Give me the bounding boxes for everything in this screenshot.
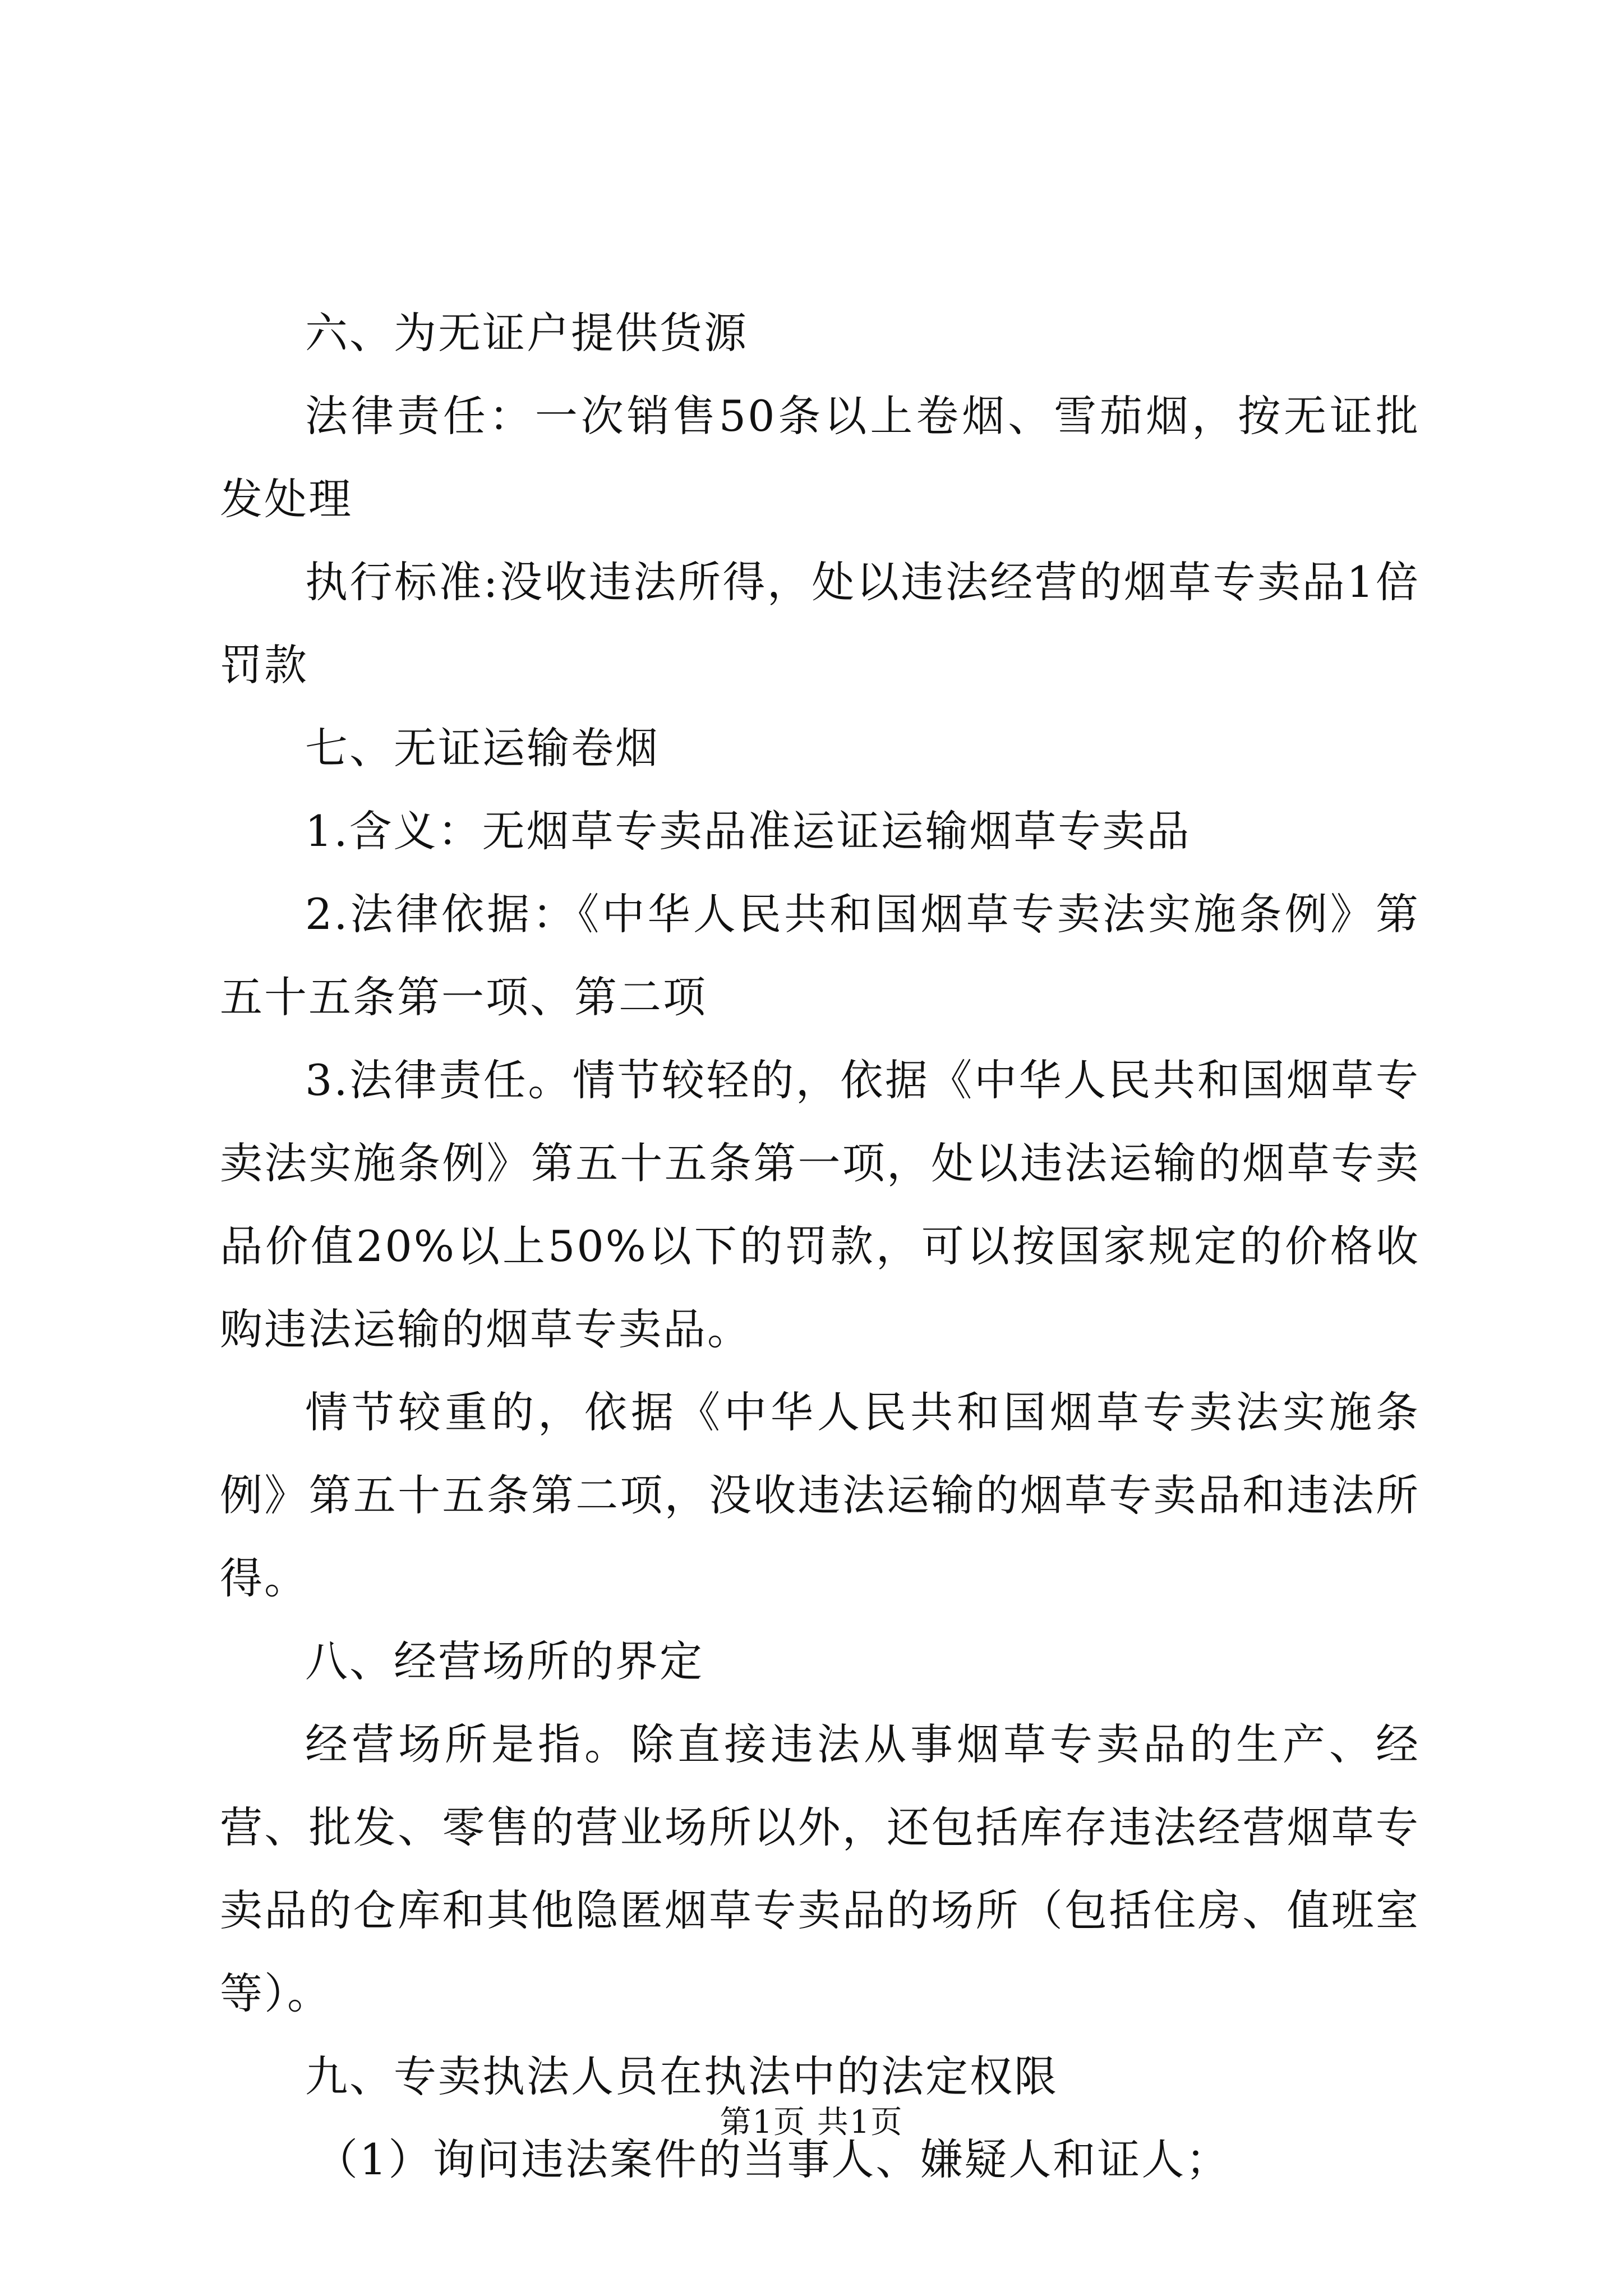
section-heading-7: 七、无证运输卷烟	[305, 723, 660, 773]
legal-liability-minor-paragraph: 3.法律责任。情节较轻的，依据《中华人民共和国烟草专卖法实施条例》第五十五条第一项，处以违法运输的烟草专卖品价值20%以上50%以下的罚款，可以按国家规定的价格收购违法运输的烟草专卖品。	[220, 1055, 1420, 1354]
section-heading-6: 六、为无证户提供货源	[305, 308, 748, 358]
legal-liability-paragraph: 法律责任：一次销售50条以上卷烟、雪茄烟，按无证批发处理	[220, 391, 1420, 524]
legal-basis-paragraph: 2.法律依据：《中华人民共和国烟草专卖法实施条例》第五十五条第一项、第二项	[220, 889, 1420, 1022]
business-premises-definition-paragraph: 经营场所是指。除直接违法从事烟草专卖品的生产、经营、批发、零售的营业场所以外，还包括库存违法经营烟草专卖品的仓库和其他隐匿烟草专卖品的场所（包括住房、值班室等）。	[220, 1719, 1420, 2018]
section-heading-8: 八、经营场所的界定	[305, 1636, 704, 1686]
authority-item-1: （1）询问违法案件的当事人、嫌疑人和证人；	[315, 2134, 1230, 2184]
section-heading-9: 九、专卖执法人员在执法中的法定权限	[305, 2051, 1058, 2101]
definition-paragraph: 1.含义：无烟草专卖品准运证运输烟草专卖品	[305, 806, 1191, 856]
enforcement-standard-paragraph: 执行标准:没收违法所得，处以违法经营的烟草专卖品1倍罚款	[220, 557, 1420, 690]
document-body	[220, 292, 1420, 2201]
page-footer: 第1页 共1页	[720, 2104, 903, 2141]
legal-liability-serious-paragraph: 情节较重的，依据《中华人民共和国烟草专卖法实施条例》第五十五条第二项，没收违法运输的烟草专卖品和违法所得。	[220, 1387, 1420, 1603]
